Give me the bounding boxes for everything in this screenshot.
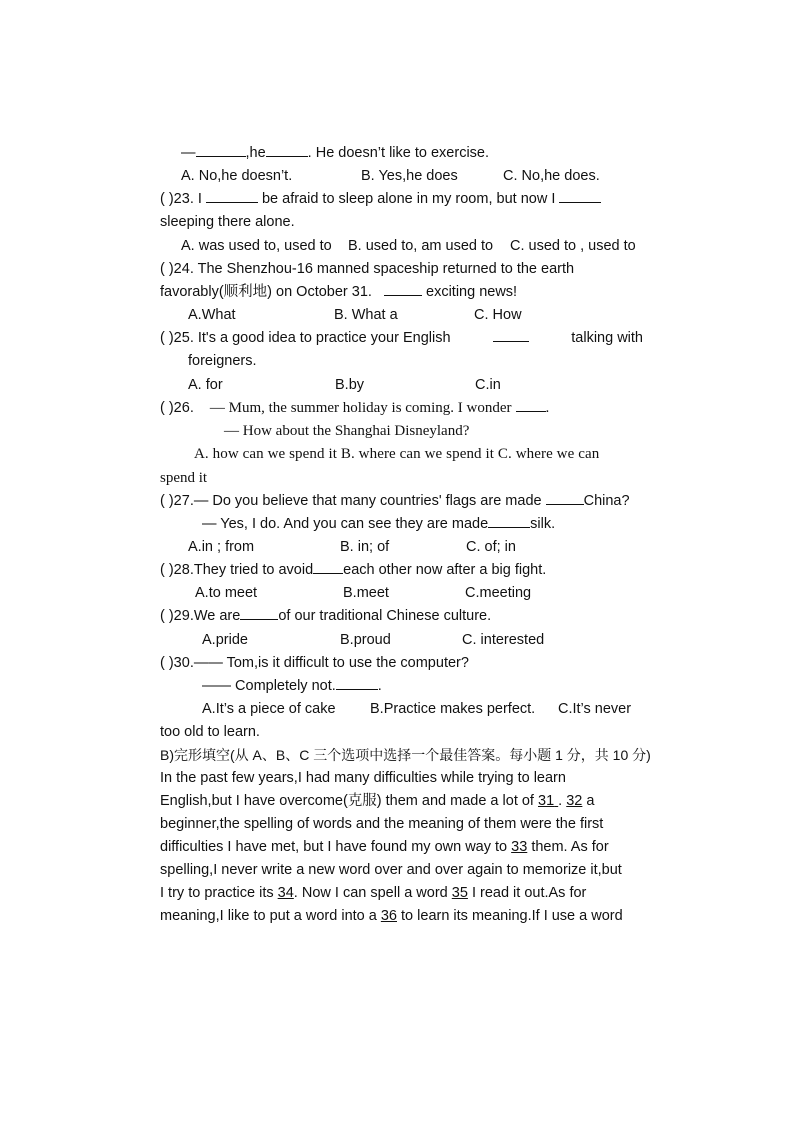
text: . xyxy=(558,793,563,809)
q30-stem: ( )30.—— Tom,is it difficult to use the computer? xyxy=(160,655,469,671)
text: favorably(顺利地) on October 31. xyxy=(160,284,372,300)
passage-line-6 xyxy=(160,884,643,902)
answer-blank[interactable] xyxy=(240,607,278,620)
q23-stem xyxy=(160,190,601,208)
passage-line-7 xyxy=(160,907,623,925)
option-b[interactable]: B.Practice makes perfect. xyxy=(370,701,536,717)
option-b[interactable]: B.meet xyxy=(343,585,389,601)
option-a[interactable]: A. was used to, used to xyxy=(181,238,332,254)
text: difficulties I have met, but I have found my own way to xyxy=(160,839,508,855)
passage-line-3: beginner,the spelling of words and the meaning of them were the first xyxy=(160,816,604,832)
option-a[interactable]: A.It’s a piece of cake xyxy=(202,701,336,717)
text: meaning,I like to put a word into a xyxy=(160,908,377,924)
text: I read it out.As for xyxy=(471,885,587,901)
answer-blank[interactable] xyxy=(559,190,601,203)
option-a[interactable]: A.to meet xyxy=(195,585,258,601)
dash: — xyxy=(181,145,196,161)
text: each other now after a big fight. xyxy=(343,562,547,578)
option-c[interactable]: C. of; in xyxy=(466,539,516,555)
passage-line-2 xyxy=(160,792,643,810)
q24-stem xyxy=(160,260,643,278)
passage-line-4 xyxy=(160,838,643,856)
q29-stem xyxy=(160,607,491,625)
option-a[interactable]: A. for xyxy=(188,377,223,393)
blank-33[interactable]: 33 xyxy=(511,839,528,855)
period: . xyxy=(545,400,550,416)
option-c[interactable]: C.meeting xyxy=(465,585,532,601)
passage-line-5: spelling,I never write a new word over and over again to memorize it,but xyxy=(160,862,622,878)
option-c[interactable]: C.It’s never xyxy=(558,701,632,717)
text: —— Completely not. xyxy=(202,678,336,694)
blank-35[interactable]: 35 xyxy=(451,885,468,901)
period: . xyxy=(377,678,382,694)
blank-36[interactable]: 36 xyxy=(380,908,397,924)
option-b[interactable]: B. What a xyxy=(334,307,398,323)
text: China? xyxy=(583,493,630,509)
option-c[interactable]: C. How xyxy=(474,307,522,323)
text: ( )29.We are xyxy=(160,608,241,624)
option-c[interactable]: C.in xyxy=(475,377,501,393)
option-a[interactable]: A.What xyxy=(188,307,236,323)
section-b-title: B)完形填空(从 A、B、C 三个选项中选择一个最佳答案。每小题 1 分，共 10 分) xyxy=(160,747,651,763)
answer-blank[interactable] xyxy=(488,515,530,528)
q26-options xyxy=(194,445,643,463)
text: ( )28.They tried to avoid xyxy=(160,562,314,578)
text: them. As for xyxy=(531,839,609,855)
q25-stem-cont: foreigners. xyxy=(188,353,257,369)
text: I try to practice its xyxy=(160,885,274,901)
q27-stem xyxy=(160,492,630,510)
blank-34[interactable]: 34 xyxy=(277,885,294,901)
text: exciting news! xyxy=(426,284,518,300)
answer-blank[interactable] xyxy=(313,561,343,574)
option-b[interactable]: B. in; of xyxy=(340,539,390,555)
option-c[interactable]: C. No,he does. xyxy=(503,168,600,184)
q22-prompt-line xyxy=(181,144,489,162)
blank-31[interactable]: 31 xyxy=(538,793,555,809)
text: ( )27.— Do you believe that many countries' flags are made xyxy=(160,493,542,509)
text: . He doesn’t like to exercise. xyxy=(307,145,490,161)
q25-stem xyxy=(160,329,643,347)
option-c[interactable]: C. interested xyxy=(462,632,545,648)
option-b[interactable]: B. used to, am used to xyxy=(348,238,494,254)
answer-blank[interactable] xyxy=(206,190,258,203)
q30-response xyxy=(202,677,382,695)
text: ( )25. It's a good idea to practice your English xyxy=(160,330,451,346)
text: — Yes, I do. And you can see they are made xyxy=(202,516,489,532)
answer-blank[interactable] xyxy=(266,144,308,157)
option-a[interactable]: A.in ; from xyxy=(188,539,255,555)
option-a[interactable]: A.pride xyxy=(202,632,248,648)
text: ( )24. The Shenzhou-16 manned spaceship returned to the earth xyxy=(160,261,575,277)
text: . Now I can spell a word xyxy=(293,885,448,901)
q27-response xyxy=(202,515,555,533)
q30-options-cont: too old to learn. xyxy=(160,724,260,740)
text: silk. xyxy=(530,516,556,532)
option-b[interactable]: B. Yes,he does xyxy=(361,168,458,184)
answer-blank[interactable] xyxy=(384,283,422,296)
text: ( )26. xyxy=(160,400,194,416)
blank-32[interactable]: 32 xyxy=(566,793,583,809)
option-b[interactable]: B.by xyxy=(335,377,365,393)
text: — Mum, the summer holiday is coming. I wonder xyxy=(209,400,512,416)
text: of our traditional Chinese culture. xyxy=(278,608,492,624)
text: ,he xyxy=(245,145,266,161)
answer-blank[interactable] xyxy=(516,399,546,412)
text: a xyxy=(586,793,595,809)
passage-line-1 xyxy=(160,769,643,787)
q26-options-cont: spend it xyxy=(160,470,208,486)
text: English,but I have overcome(克服) them and made a lot of xyxy=(160,793,534,809)
text: In the past few years,I had many difficulties while trying to learn xyxy=(160,770,566,786)
q24-stem-cont xyxy=(160,283,517,301)
q26-stem xyxy=(160,399,549,417)
q23-stem-cont: sleeping there alone. xyxy=(160,214,295,230)
text: be afraid to sleep alone in my room, but now I xyxy=(261,191,556,207)
option-b[interactable]: B.proud xyxy=(340,632,391,648)
q26-response: — How about the Shanghai Disneyland? xyxy=(224,423,470,439)
text: talking with xyxy=(571,330,643,346)
q28-stem xyxy=(160,561,546,579)
option-a[interactable]: A. No,he doesn’t. xyxy=(181,168,293,184)
text: to learn its meaning.If I use a word xyxy=(401,908,623,924)
answer-blank[interactable] xyxy=(336,677,378,690)
option-c[interactable]: C. used to , used to xyxy=(510,238,636,254)
answer-blank[interactable] xyxy=(546,492,584,505)
options-text[interactable]: A. how can we spend it B. where can we spend it C. where we can xyxy=(194,446,600,462)
text: ( )23. I xyxy=(160,191,202,207)
answer-blank[interactable] xyxy=(493,329,529,342)
answer-blank[interactable] xyxy=(196,144,246,157)
